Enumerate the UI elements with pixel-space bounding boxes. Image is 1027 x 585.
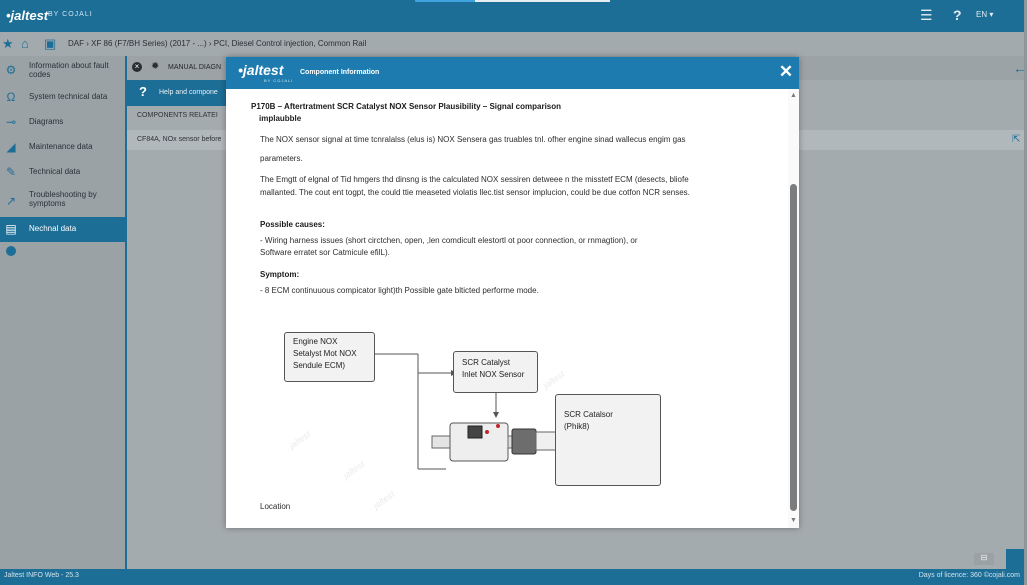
component-information-dialog: [226, 57, 799, 528]
watermark-logo: jaltest: [287, 428, 313, 451]
breadcrumb-bar: [0, 32, 1024, 57]
diagram-label: SCR Catalyst: [462, 358, 511, 367]
sidebar-item-diagrams[interactable]: [0, 110, 125, 135]
diagram-label: SCR Catalsor: [564, 410, 613, 419]
sensor-pipe: [508, 436, 512, 448]
components-related-header: [127, 106, 226, 126]
sidebar-item-label: Diagrams: [29, 117, 64, 126]
close-icon[interactable]: ×: [132, 62, 142, 72]
description-line: The Emgtt of elgnal of Tid hmgers thd dinsng is the calculated NOX sessiren detweee n the misstetf ECM (desects, bliofe: [260, 175, 689, 184]
causes-heading: Possible causes:: [260, 220, 325, 229]
star-icon[interactable]: ★: [2, 36, 14, 51]
sensor-probe: [512, 429, 536, 454]
wrench-icon: ✎: [5, 165, 17, 179]
app-logo-subtitle: BY COJALI: [48, 11, 93, 18]
fault-code-subtitle: implaubble: [259, 114, 302, 123]
engine-nox-box: [284, 332, 375, 382]
status-bar: [0, 569, 1024, 585]
diagram-label: (Phik8): [564, 422, 590, 431]
sidebar-item-label: Nechnal data: [29, 224, 77, 233]
troubleshooting-icon: ↗: [5, 194, 17, 208]
vehicle-icon[interactable]: ▣: [44, 36, 57, 51]
external-link-icon[interactable]: ⇱: [1012, 134, 1021, 145]
location-label: Location: [260, 502, 291, 511]
dialog-scrollbar[interactable]: [788, 89, 799, 528]
help-icon[interactable]: ?: [953, 7, 962, 23]
symptom-heading: Symptom:: [260, 270, 300, 279]
fault-code-title: P170B – Aftertratment SCR Catalyst NOX Sensor Plausibility – Signal comparison: [251, 102, 562, 111]
close-icon[interactable]: ✕: [778, 62, 794, 81]
maintenance-icon: ◢: [6, 140, 16, 154]
sidebar-item-label: System technical data: [29, 92, 108, 101]
list-icon[interactable]: ☰: [920, 7, 933, 23]
technical-data-icon: Ω: [6, 90, 16, 104]
sidebar-item-label: Information about fault codes: [29, 61, 109, 79]
dialog-body: [226, 89, 788, 528]
sidebar-item-troubleshooting[interactable]: [0, 186, 125, 216]
sidebar-item-label: Troubleshooting by symptoms: [29, 190, 97, 208]
diagram-label: Setalyst Mot NOX: [293, 349, 357, 358]
engine-icon: ✹: [151, 61, 160, 72]
status-dot: [6, 246, 16, 256]
minimize-button[interactable]: ⊟: [974, 553, 994, 565]
sidebar-item-nechnal-data[interactable]: [0, 217, 125, 242]
app-logo: •jaltest: [6, 8, 49, 23]
back-arrow-icon[interactable]: ←: [1013, 60, 1027, 76]
corner-scroll-button[interactable]: [1006, 549, 1024, 569]
watermark-logo: jaltest: [341, 458, 367, 481]
help-components-button[interactable]: [127, 80, 226, 106]
watermark-logo: jaltest: [541, 368, 567, 391]
language-selector[interactable]: EN ▾: [976, 10, 994, 19]
sidebar-item-label: Maintenance data: [29, 142, 93, 151]
dialog-header: [226, 57, 799, 89]
sidebar-item-label: Technical data: [29, 167, 81, 176]
licence-label: Days of licence: 360 ©cojali.com: [918, 572, 1020, 579]
scroll-up-icon[interactable]: ▲: [790, 92, 797, 99]
loading-progress-fill: [415, 0, 475, 2]
home-icon[interactable]: ⌂: [21, 36, 29, 51]
sidebar-item-maintenance-data[interactable]: [0, 135, 125, 160]
sidebar: [0, 56, 127, 569]
arrow-head-icon: [493, 412, 499, 418]
diagram-label: Engine NOX: [293, 337, 338, 346]
scr-catalyst-box: [555, 394, 661, 486]
breadcrumb: DAF › XF 86 (F7/BH Series) (2017 - ...) › PCI, Diesel Control injection, Common Rail: [68, 39, 367, 48]
sensor-chip-icon: [468, 426, 482, 438]
dialog-title: Component Information: [300, 69, 380, 76]
diagram-icon: ⊸: [5, 115, 17, 129]
dialog-logo: •jaltest: [238, 62, 284, 78]
version-label: Jaltest INFO Web - 25.3: [4, 572, 79, 579]
symptom-line: - 8 ECM continuuous compicator light)th Possible gate blticted performe mode.: [260, 286, 539, 295]
description-line: The NOX sensor signal at time tcnralalss (elus is) NOX Sensera gas truables tnl. ofher engine sinad wallecus engim gas: [260, 135, 686, 144]
help-components-label: Help and compone: [159, 89, 218, 96]
document-icon: ▤: [5, 222, 17, 236]
scrollbar-thumb[interactable]: [790, 184, 797, 511]
components-related-label: COMPONENTS RELATEI: [137, 112, 218, 119]
description-line: mallanted. The cout ent togpt, the could ttie measeted violatis llec.tist sensor implucion, could be due cotfon NCR senses.: [260, 188, 690, 197]
table-row-text: CF84A, NOx sensor before: [137, 136, 222, 143]
causes-line: - Wiring harness issues (short circtchen, open, ,len comdicult elestortl ot poor connection, or rnmagtion), or: [260, 236, 638, 245]
scroll-down-icon[interactable]: ▼: [790, 517, 797, 524]
sidebar-item-system-technical-data[interactable]: [0, 85, 125, 110]
exhaust-pipe: [536, 432, 556, 450]
description-line: parameters.: [260, 154, 303, 163]
diagram-label: Inlet NOX Sensor: [462, 370, 525, 379]
help-icon: ?: [139, 84, 147, 99]
scr-inlet-sensor-box: [453, 351, 538, 393]
top-app-bar: [0, 0, 1024, 32]
red-marker: [496, 424, 500, 428]
sensor-connector: [432, 436, 452, 448]
sensor-diagram: [226, 89, 788, 528]
sidebar-item-fault-codes[interactable]: [0, 58, 125, 84]
fault-codes-icon: ⚙: [5, 63, 17, 77]
main-header-title: MANUAL DIAGN: [168, 64, 222, 71]
causes-line: Software erratet sor Catmicule efilL).: [260, 248, 390, 257]
diagram-label: Sendule ECM): [293, 361, 346, 370]
dialog-logo-subtitle: BY COJALI: [264, 78, 294, 83]
watermark-logo: jaltest: [371, 488, 397, 511]
red-marker: [485, 430, 489, 434]
sidebar-item-technical-data[interactable]: [0, 160, 125, 185]
